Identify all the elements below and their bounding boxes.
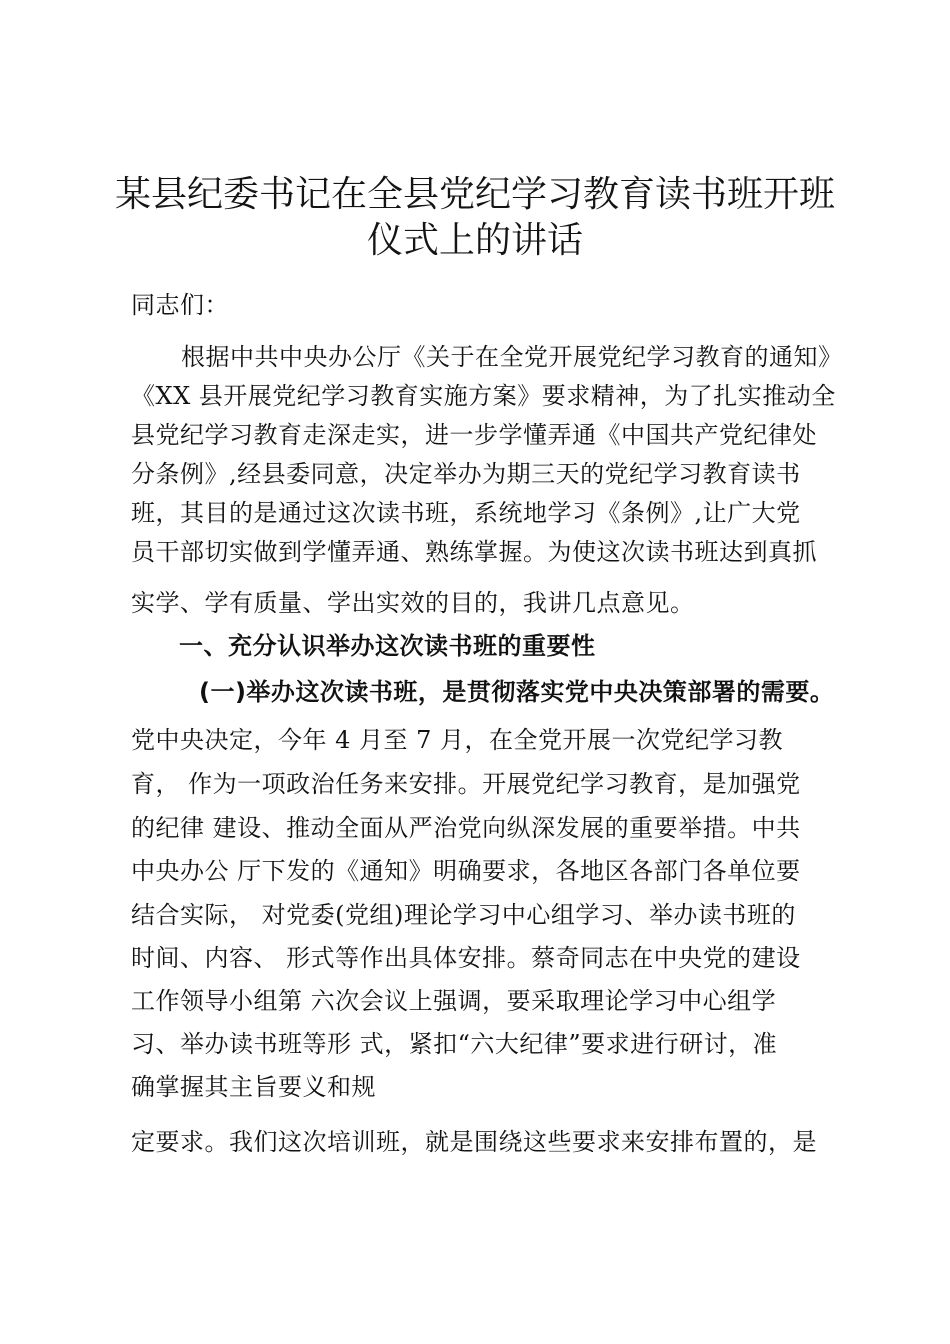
intro-line: 根据中共中央办公厅《关于在全党开展党纪学习教育的通知》 [181, 343, 843, 371]
salutation: 同志们： [131, 291, 229, 319]
section-heading-1: 一、充分认识举办这次读书班的重要性 [179, 632, 596, 660]
body-line: 党中央决定，今年 4 月至 7 月，在全党开展一次党纪学习教 [131, 726, 784, 754]
intro-line: 班，其目的是通过这次读书班，系统地学习《条例》,让广大党 [131, 499, 801, 527]
intro-line: 县党纪学习教育走深走实，进一步学懂弄通《中国共产党纪律处 [131, 421, 817, 449]
section-heading-2: (一)举办这次读书班，是贯彻落实党中央决策部署的需要。 [199, 678, 835, 706]
body-line: 中央办公 厅下发的《通知》明确要求，各地区各部门各单位要 [131, 857, 801, 885]
document-title [0, 172, 950, 264]
title-line-1: 某县纪委书记在全县党纪学习教育读书班开班 [114, 174, 835, 215]
intro-line: 分条例》,经县委同意，决定举办为期三天的党纪学习教育读书 [131, 460, 801, 488]
body-line-continued: 定要求。我们这次培训班，就是围绕这些要求来安排布置的，是 [131, 1128, 817, 1156]
intro-line: 《XX 县开展党纪学习教育实施方案》要求精神，为了扎实推动全 [131, 382, 836, 410]
title-line-2: 仪式上的讲话 [366, 220, 583, 261]
body-line: 确掌握其主旨要义和规 [131, 1073, 376, 1101]
body-line: 时间、内容、 形式等作出具体安排。蔡奇同志在中央党的建设 [131, 944, 801, 972]
body-line: 育， 作为一项政治任务来安排。开展党纪学习教育，是加强党 [131, 770, 801, 798]
body-line: 习、举办读书班等形 式，紧扣“六大纪律”要求进行研讨，准 [131, 1030, 778, 1058]
body-line: 工作领导小组第 六次会议上强调，要采取理论学习中心组学 [131, 987, 777, 1015]
body-line: 结合实际， 对党委(党组)理论学习中心组学习、举办读书班的 [131, 901, 796, 929]
body-line: 的纪律 建设、推动全面从严治党向纵深发展的重要举措。中共 [131, 814, 801, 842]
intro-line: 实学、学有质量、学出实效的目的，我讲几点意见。 [131, 589, 695, 617]
intro-line: 员干部切实做到学懂弄通、熟练掌握。为使这次读书班达到真抓 [131, 538, 817, 566]
